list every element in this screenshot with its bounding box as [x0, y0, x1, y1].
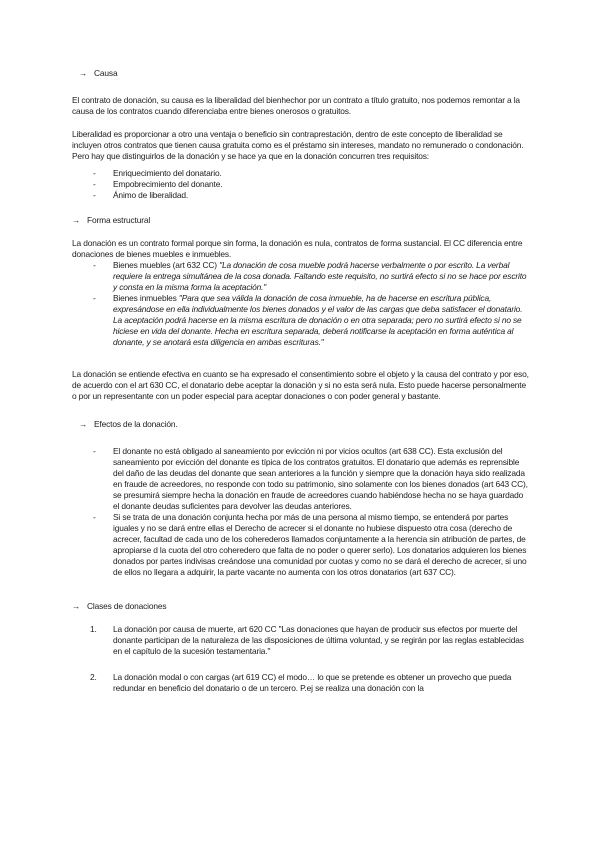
dash-bullet: - [93, 446, 96, 456]
section-heading-efectos [72, 419, 530, 430]
list-item-text [113, 260, 530, 293]
section-heading-forma-estructural [72, 215, 530, 226]
list-item [72, 293, 530, 348]
list-item-text: Ánimo de liberalidad. [113, 190, 189, 200]
list-number: 1. [90, 624, 97, 634]
dash-bullet: - [93, 512, 96, 522]
paragraph-causa-2: Liberalidad es proporcionar a otro una ventaja o beneficio sin contraprestación, dentro de este concepto de liberalidad se incluyen otros contratos que tienen causa gratuita como es el préstamo sin intereses, mandato no remunerado o condonación. Pero hay que distinguirlos de la donación y se hace ya que en la donación concurren tres requisitos: [72, 129, 524, 161]
section-heading-causa [72, 68, 530, 79]
bullet-list-efectos [72, 446, 530, 578]
paragraph-causa-1: El contrato de donación, su causa es la liberalidad del bienhechor por un contrato a título gratuito, nos podemos remontar a la causa de los contratos cuando diferenciaba entre bienes onerosos o gratuitos. [72, 95, 520, 116]
paragraph-forma-closing: La donación se entiende efectiva en cuanto se ha expresado el consentimiento sobre el objeto y la causa del contrato y por eso, de acuerdo con el art 630 CC, el donatario debe aceptar la donación y si no esta será nula. Esto puede hacerse personalmente o por un representante con un poder especial para aceptar donaciones o con poder general y bastante. [72, 369, 529, 401]
list-item [72, 168, 530, 179]
numbered-list-clases [72, 624, 530, 694]
list-item-label: Bienes inmuebles [113, 293, 179, 303]
section-heading-label: Efectos de la donación. [94, 419, 178, 429]
list-item [72, 512, 530, 578]
section-heading-label: Clases de donaciones [87, 601, 167, 611]
legal-quote-art-633: "Para que sea válida la donación de cosa inmueble, ha de hacerse en escritura pública, expresándose en ella individualmente los bienes donados y el valor de las cargas que deba satisfacer el donatario. La aceptación podrá hacerse en la misma escritura de donación o en otra separada; pero no surtirá efecto si no se hiciese en vida del donante. Hecha en escritura separada, deberá notificarse la aceptación en forma auténtica al donante, y se anotará esta diligencia en ambas escrituras." [113, 293, 523, 347]
list-item-label: Bienes muebles (art 632 CC) [113, 260, 220, 270]
list-item [72, 179, 530, 190]
list-item-text: Enriquecimiento del donatario. [113, 168, 222, 178]
list-item-text [113, 293, 530, 348]
list-item [72, 260, 530, 293]
dash-bullet: - [93, 293, 96, 303]
list-item [72, 624, 530, 657]
arrow-icon: → [72, 601, 81, 611]
legal-quote-art-632: "La donación de cosa mueble podrá hacerse verbalmente o por escrito. La verbal requiere la entrega simultánea de la cosa donada. Faltando este requisito, no surtirá efecto si no se hace por escrito y consta en la misma forma la aceptación." [113, 260, 527, 292]
dash-bullet: - [93, 168, 96, 178]
list-item-text: Empobrecimiento del donante. [113, 179, 223, 189]
list-item-text: La donación por causa de muerte, art 620 CC "Las donaciones que hayan de producir sus efectos por muerte del donante participan de la naturaleza de las disposiciones de última voluntad, y se regirán por las reglas establecidas en el capítulo de la sucesión testamentaria." [113, 624, 524, 656]
arrow-icon: → [79, 419, 88, 429]
section-heading-label: Forma estructural [87, 215, 151, 225]
list-item [72, 190, 530, 201]
arrow-icon: → [79, 68, 88, 78]
bullet-list-forma [72, 260, 530, 348]
dash-bullet: - [93, 179, 96, 189]
list-number: 2. [90, 672, 97, 682]
dash-bullet: - [93, 190, 96, 200]
list-item [72, 672, 530, 694]
section-heading-clases [72, 601, 530, 612]
arrow-icon: → [72, 215, 81, 225]
list-item [72, 446, 530, 512]
list-item-text: Si se trata de una donación conjunta hecha por más de una persona al mismo tiempo, se entenderá por partes iguales y no se dará entre ellas el Derecho de acrecer si el donante no hubiese dispuesto otra cosa (derecho de acrecer, facultad de cada uno de los coherederos llamados conjuntamente a la herencia sin atribución de partes, de apropiarse d la cuota del otro coheredero que falta de no poder o querer serlo). Los donatarios adquieren los bienes donados por partes indivisas creándose una comunidad por cuotas y como no se dará el derecho de acrecer, si uno de ellos no llegara a adquirir, la parte vacante no aumenta con los otros donatarios (art 637 CC). [113, 512, 527, 577]
bullet-list-requisitos [72, 168, 530, 201]
dash-bullet: - [93, 260, 96, 270]
list-item-text: La donación modal o con cargas (art 619 CC) el modo… lo que se pretende es obtener un provecho que pueda redundar en beneficio del donatario o de un tercero. P.ej se realiza una donación con la [113, 672, 512, 693]
paragraph-forma-intro: La donación es un contrato formal porque sin forma, la donación es nula, contratos de forma sustancial. El CC diferencia entre donaciones de bienes muebles e inmuebles. [72, 238, 523, 259]
list-item-text: El donante no está obligado al saneamiento por evicción ni por vicios ocultos (art 638 CC). Esta exclusión del saneamiento por evicción del donante es típica de los contratos gratuitos. El donatario que además es reprensible del daño de las deudas del donante que sean anteriores a la función y siempre que la donación haya sido realizada en fraude de acreedores, no responde con todo su patrimonio, sino solamente con los bienes donados (art 643 CC), se presumirá siempre hecha la donación en fraude de acreedores cuando habiéndose hecha no se haya guardado el donante deudas suficientes para devolver las deudas anteriores. [113, 446, 528, 511]
section-heading-label: Causa [94, 68, 118, 78]
